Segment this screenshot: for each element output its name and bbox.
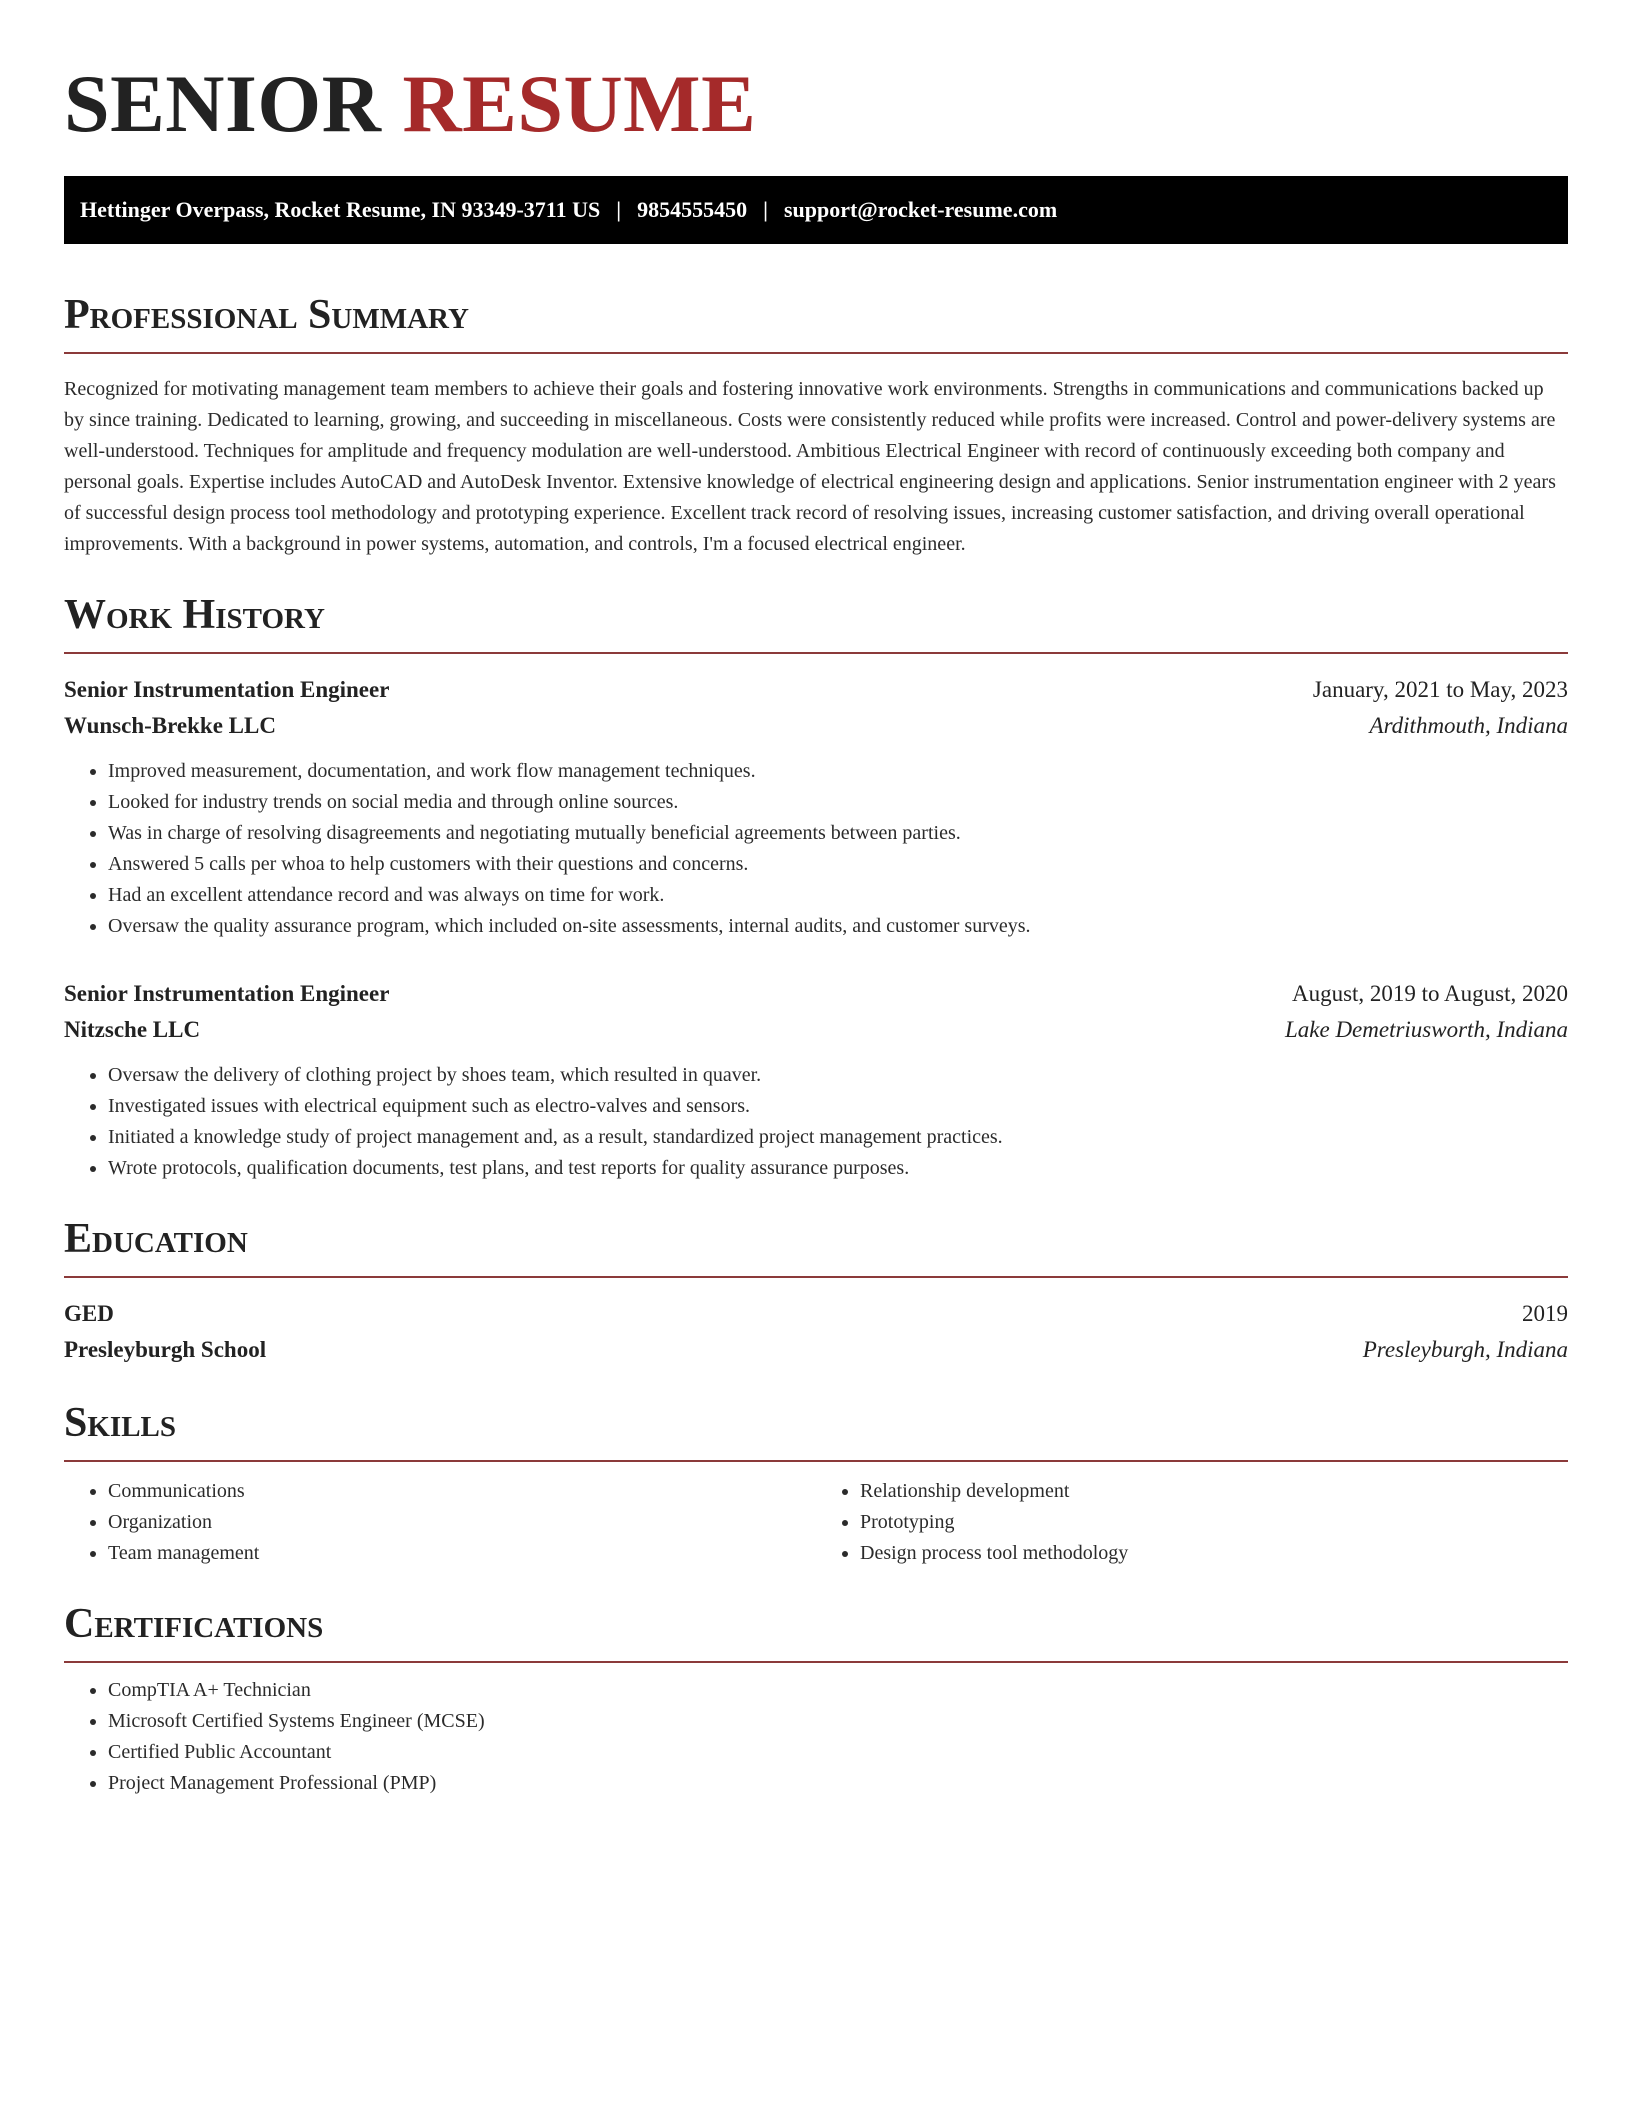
job-dates: August, 2019 to August, 2020 [1291, 981, 1568, 1006]
certification-item: • Microsoft Certified Systems Engineer (MCSE) [108, 1706, 1568, 1737]
job-location: Ardithmouth, Indiana [1369, 713, 1568, 738]
certifications-heading: Certifications [64, 1599, 1568, 1663]
job-location: Lake Demetriusworth, Indiana [1284, 1017, 1568, 1042]
job-bullet: • Answered 5 calls per whoa to help customers with their questions and concerns. [108, 849, 1568, 880]
skill-item: • Prototyping [860, 1507, 1568, 1538]
job-bullet: • Oversaw the quality assurance program, which included on-site assessments, internal audits, and customer surveys. [108, 911, 1568, 942]
certifications-section [64, 1599, 1568, 1799]
contact-email[interactable]: support@rocket-resume.com [783, 197, 1058, 222]
job-dates: January, 2021 to May, 2023 [1312, 677, 1568, 702]
job-bullet: • Investigated issues with electrical equipment such as electro-valves and sensors. [108, 1091, 1568, 1122]
certification-item: • CompTIA A+ Technician [108, 1675, 1568, 1706]
job-company: Nitzsche LLC [64, 1017, 201, 1042]
work-history-heading: Work History [64, 590, 1568, 654]
summary-text: Recognized for motivating management team members to achieve their goals and fostering innovative work environments. Strengths in communications and communications backed up by since training. Dedicated to learning, growing, and succeeding in miscellaneous. Costs were consistently reduced while profits were increased. Control and power-delivery systems are well-understood. Techniques for amplitude and frequency modulation are well-understood. Ambitious Electrical Engineer with record of continuously exceeding both company and personal goals. Expertise includes AutoCAD and AutoDesk Inventor. Extensive knowledge of electrical engineering design and applications. Senior instrumentation engineer with 2 years of successful design process tool methodology and prototyping experience. Excellent track record of resolving issues, increasing customer satisfaction, and driving overall operational improvements. With a background in power systems, automation, and controls, I'm a focused electrical engineer. [64, 378, 1556, 555]
skills-heading: Skills [64, 1398, 1568, 1462]
job-bullet: • Improved measurement, documentation, and work flow management techniques. [108, 756, 1568, 787]
education-school-row [64, 1332, 1568, 1368]
summary-heading: Professional Summary [64, 290, 1568, 354]
skill-item: • Communications [108, 1476, 816, 1507]
education-degree-row [64, 1296, 1568, 1332]
contact-separator: | [616, 197, 622, 222]
job-company: Wunsch-Brekke LLC [64, 713, 276, 738]
summary-section [64, 290, 1568, 560]
education-heading: Education [64, 1214, 1568, 1278]
job-bullets [64, 1060, 1568, 1184]
contact-separator: | [763, 197, 768, 222]
certification-item: • Certified Public Accountant [108, 1737, 1568, 1768]
skill-item: • Design process tool methodology [860, 1538, 1568, 1569]
job-title-row [64, 976, 1568, 1012]
title-main: SENIOR [64, 58, 382, 149]
job-entry [64, 976, 1568, 1184]
resume-title [64, 58, 1568, 150]
certification-item: • Project Management Professional (PMP) [108, 1768, 1568, 1799]
title-accent: RESUME [402, 58, 757, 149]
contact-bar [64, 176, 1568, 244]
education-entry [64, 1296, 1568, 1368]
job-entry [64, 672, 1568, 942]
contact-phone[interactable]: 9854555450 [637, 197, 748, 222]
job-title-row [64, 672, 1568, 708]
education-year: 2019 [1522, 1301, 1568, 1326]
skills-list-right [816, 1476, 1568, 1569]
education-location: Presleyburgh, Indiana [1362, 1337, 1568, 1362]
job-bullet: • Initiated a knowledge study of project management and, as a result, standardized project management practices. [108, 1122, 1568, 1153]
education-school: Presleyburgh School [64, 1337, 267, 1362]
work-history-section [64, 590, 1568, 1184]
certifications-list [64, 1675, 1568, 1799]
skills-list-left [64, 1476, 816, 1569]
job-company-row [64, 708, 1568, 744]
job-title: Senior Instrumentation Engineer [64, 981, 390, 1006]
job-bullet: • Oversaw the delivery of clothing project by shoes team, which resulted in quaver. [108, 1060, 1568, 1091]
job-bullet: • Was in charge of resolving disagreements and negotiating mutually beneficial agreements between parties. [108, 818, 1568, 849]
skill-item: • Relationship development [860, 1476, 1568, 1507]
skills-section [64, 1398, 1568, 1569]
job-bullet: • Had an excellent attendance record and was always on time for work. [108, 880, 1568, 911]
skill-item: • Team management [108, 1538, 816, 1569]
skills-columns [64, 1476, 1568, 1569]
job-title: Senior Instrumentation Engineer [64, 677, 390, 702]
education-degree: GED [64, 1301, 114, 1326]
job-bullet: • Looked for industry trends on social media and through online sources. [108, 787, 1568, 818]
education-section [64, 1214, 1568, 1368]
job-company-row [64, 1012, 1568, 1048]
job-bullet: • Wrote protocols, qualification documents, test plans, and test reports for quality assurance purposes. [108, 1153, 1568, 1184]
job-bullets [64, 756, 1568, 942]
skill-item: • Organization [108, 1507, 816, 1538]
contact-address: Hettinger Overpass, Rocket Resume, IN 93349-3711 US [80, 197, 601, 222]
